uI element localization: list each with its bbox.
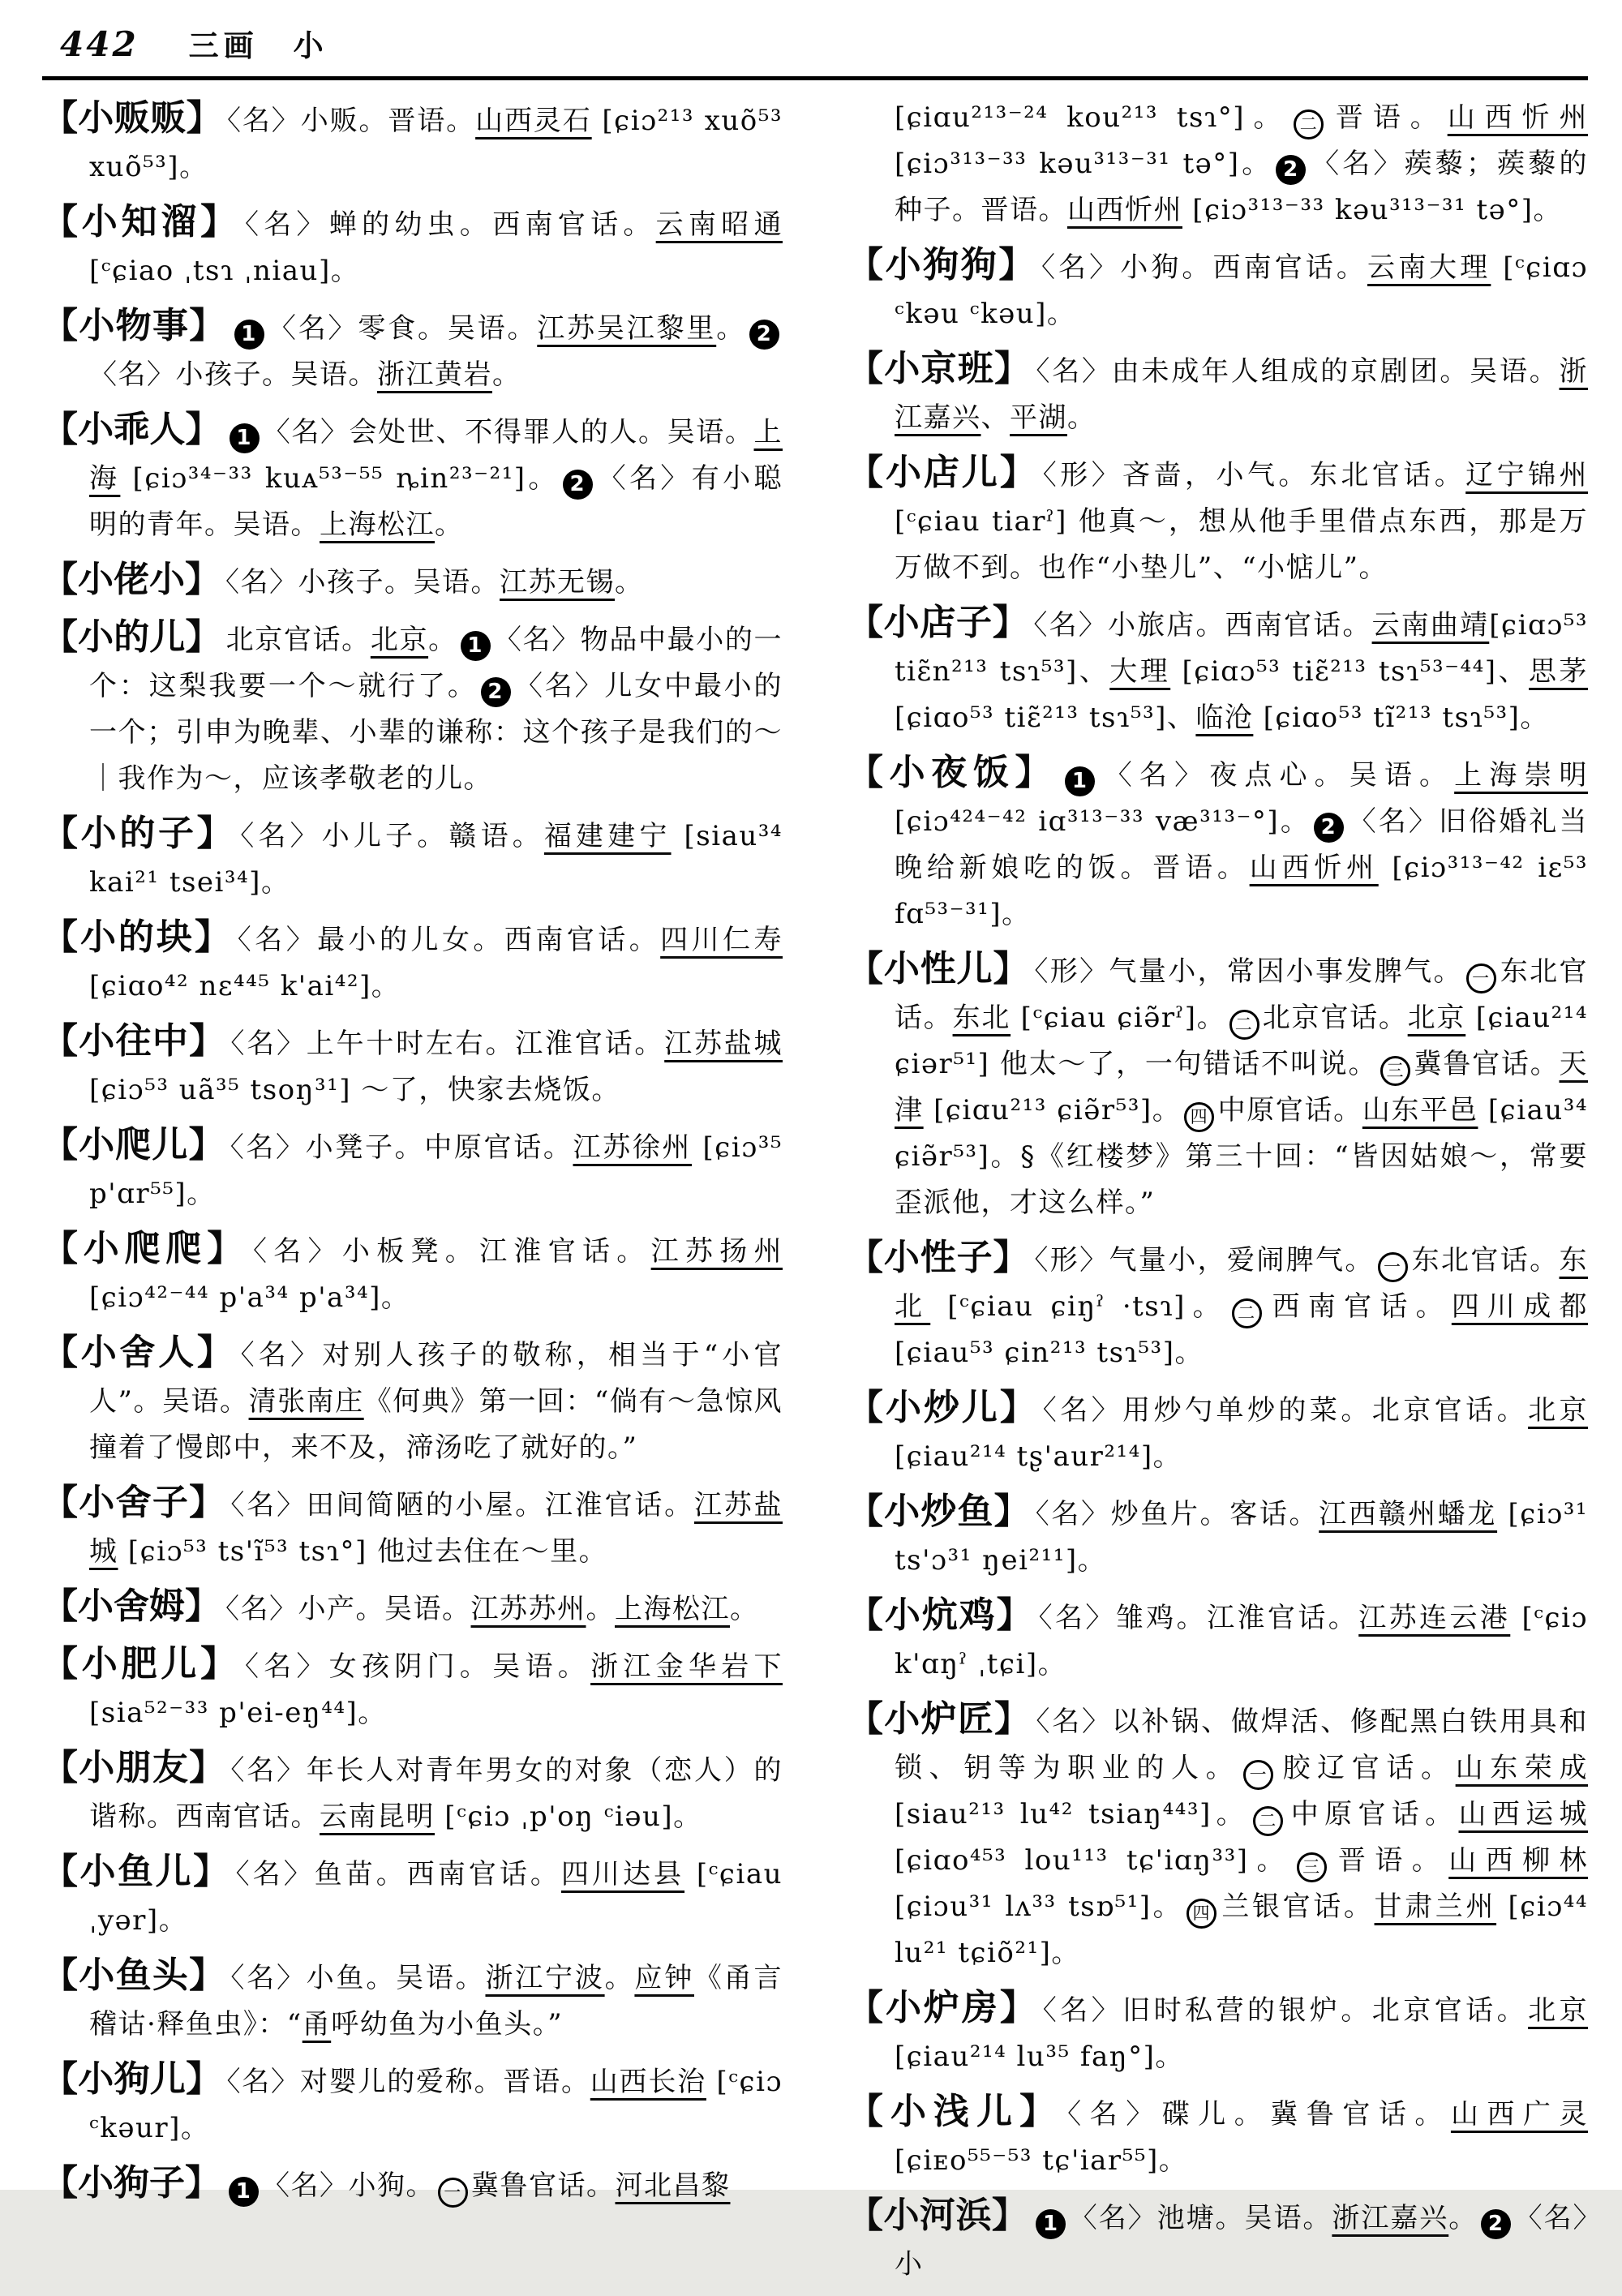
place-name: 甬 <box>302 2008 332 2041</box>
place-name: 应钟 <box>634 1962 694 1994</box>
entry-headword: 【小朋友】 <box>42 1747 226 1788</box>
place-name: 四川达县 <box>560 1858 685 1890</box>
place-name: 河北昌黎 <box>615 2169 731 2202</box>
dictionary-entry: 【小舍人】 〈名〉对别人孩子的敬称，相当于“小官人”。吴语。清张南庄《何典》第一回：“倘有～急惊风撞着了慢郎中，来不及，渧汤吃了就好的。” <box>42 1332 783 1464</box>
region-number-icon: 二 <box>1294 109 1324 139</box>
place-name: 云南大理 <box>1367 251 1491 284</box>
sense-number-icon: 1 <box>229 2177 259 2207</box>
entry-headword: 【小的子】 <box>42 813 236 854</box>
place-name: 辽宁锦州 <box>1465 459 1589 491</box>
entry-headword: 【小夜饭】 <box>847 752 1058 793</box>
place-name: 福建建宁 <box>543 820 672 852</box>
place-name: 甘肃兰州 <box>1374 1890 1497 1923</box>
sense-number-icon: 2 <box>749 320 779 350</box>
dictionary-entry: 【小浅儿】 〈名〉碟儿。冀鲁官话。山西广灵 [ɕiᴇo⁵⁵⁻⁵³ tɕ'iar⁵⁵]。 <box>847 2091 1589 2177</box>
place-name: 江苏扬州 <box>650 1235 783 1268</box>
place-name: 江苏连云港 <box>1358 1602 1511 1634</box>
entry-headword: 【小舍人】 <box>42 1332 236 1373</box>
dictionary-entry: 【小的子】 〈名〉小儿子。赣语。福建建宁 [siau³⁴ kai²¹ tsei³⁴]。 <box>42 813 783 899</box>
place-name: 北京 <box>1528 1994 1589 2027</box>
entry-headword: 【小炒儿】 <box>847 1387 1038 1428</box>
place-name: 山西忻州 <box>1447 101 1588 134</box>
place-name: 上海松江 <box>320 509 435 541</box>
place-name: 山东平邑 <box>1362 1094 1478 1127</box>
place-name: 江苏盐城 <box>89 1489 783 1568</box>
place-name: 山西忻州 <box>1249 852 1379 884</box>
region-number-icon: 二 <box>1229 1010 1259 1040</box>
sense-number-icon: 2 <box>1481 2209 1511 2239</box>
place-name: 浙江黄岩 <box>377 358 492 391</box>
place-name: 北京 <box>370 624 429 656</box>
place-name: 四川仁寿 <box>660 924 783 956</box>
region-number-icon: 一 <box>1378 1252 1408 1282</box>
place-name: 山东荣成 <box>1455 1752 1589 1784</box>
entry-headword: 【小贩贩】 <box>42 97 222 139</box>
dictionary-entry: 【小炕鸡】 〈名〉雏鸡。江淮官话。江苏连云港 [ᶜɕiɔ k'ɑŋˀ ˌtɕi]。 <box>847 1594 1588 1680</box>
dictionary-entry: 【小爬爬】 〈名〉小板凳。江淮官话。江苏扬州 [ɕiɔ⁴²⁻⁴⁴ p'a³⁴ p'a³⁴]。 <box>42 1228 783 1314</box>
place-name: 上海松江 <box>615 1593 730 1625</box>
dictionary-entry: 【小贩贩】 〈名〉小贩。晋语。山西灵石 [ɕiɔ²¹³ xuõ⁵³ xuõ⁵³]。 <box>42 97 783 183</box>
dictionary-entry: 【小的块】 〈名〉最小的儿女。西南官话。四川仁寿 [ɕiɑo⁴² nɛ⁴⁴⁵ k'ai⁴²]。 <box>42 916 783 1002</box>
dictionary-entry: 【小佬小】 〈名〉小孩子。吴语。江苏无锡。 <box>42 559 644 600</box>
entry-headword: 【小浅儿】 <box>847 2091 1063 2132</box>
entry-headword: 【小狗儿】 <box>42 2058 222 2100</box>
place-name: 大理 <box>1109 655 1171 688</box>
column-left <box>42 95 783 2296</box>
place-name: 江苏苏州 <box>470 1593 586 1625</box>
sense-number-icon: 1 <box>234 320 264 350</box>
region-number-icon: 二 <box>1253 1806 1283 1836</box>
dictionary-entry: 【小店子】 〈名〉小旅店。西南官话。云南曲靖[ɕiɑɔ⁵³ tiɛ̃n²¹³ tsɿ⁵³]、大理 [ɕiɑɔ⁵³ tiɛ̃²¹³ tsɿ⁵³⁻⁴⁴]、思茅 [ɕiɑo⁵³ tiɛ̃²¹³ tsɿ⁵³]、临沧 [ɕiɑo⁵³ tĩ²¹³ tsɿ⁵³]。 <box>847 602 1589 734</box>
entry-headword: 【小佬小】 <box>42 559 221 600</box>
entry-headword: 【小店儿】 <box>847 452 1038 493</box>
place-name: 浙江嘉兴 <box>895 355 1589 434</box>
place-name: 东北 <box>952 1002 1011 1034</box>
place-name: 浙江金华岩下 <box>590 1650 783 1683</box>
entry-headword: 【小的儿】 <box>42 616 221 658</box>
dictionary-entry: 【小河浜】 1 〈名〉池塘。吴语。浙江嘉兴。 2 〈名〉小 <box>847 2195 1589 2281</box>
place-name: 江西赣州蟠龙 <box>1319 1498 1498 1530</box>
entry-headword: 【小物事】 <box>42 305 226 346</box>
place-name: 山西长治 <box>590 2066 706 2098</box>
place-name: 思茅 <box>1529 655 1589 688</box>
place-name: 北京 <box>1528 1394 1589 1427</box>
entry-headword: 【小店子】 <box>847 602 1029 643</box>
entry-headword: 【小舍子】 <box>42 1482 226 1523</box>
place-name: 东北 <box>895 1244 1589 1323</box>
header-divider <box>42 76 1588 80</box>
place-name: 上海 <box>89 416 783 495</box>
dictionary-entry: 【小狗儿】 〈名〉对婴儿的爱称。晋语。山西长治 [ᶜɕiɔ ᶜkəur]。 <box>42 2058 783 2144</box>
dictionary-entry: 【小性子】 〈形〉气量小，爱闹脾气。 一 东北官话。东北 [ᶜɕiau ɕiŋˀ ·tsɿ]。 二 西南官话。四川成都 [ɕiau⁵³ ɕin²¹³ tsɿ⁵³]。 <box>847 1237 1589 1369</box>
dictionary-entry: 【小夜饭】 1 〈名〉夜点心。吴语。上海崇明 [ɕiɔ⁴²⁴⁻⁴² iɑ³¹³⁻³³ væ³¹³⁻°]。 2 〈名〉旧俗婚礼当晚给新娘吃的饭。晋语。山西忻州 [ɕiɔ³¹³⁻⁴² iɛ⁵³ fɑ⁵³⁻³¹]。 <box>847 752 1589 930</box>
entry-headword: 【小性儿】 <box>847 948 1030 989</box>
dictionary-entry: 【小鱼头】 〈名〉小鱼。吴语。浙江宁波。应钟《甬言稽诂·释鱼虫》：“甬呼幼鱼为小鱼头。” <box>42 1955 783 2041</box>
entry-headword: 【小知溜】 <box>42 201 240 242</box>
dictionary-entry: 【小舍姆】 〈名〉小产。吴语。江苏苏州。上海松江。 <box>42 1586 759 1627</box>
dictionary-entry: 【小的儿】 北京官话。北京。 1 〈名〉物品中最小的一个：这梨我要一个～就行了。 2 〈名〉儿女中最小的一个；引申为晚辈、小辈的谦称：这个孩子是我们的～｜我作为～，应该孝敬老的儿。 <box>42 616 783 795</box>
place-name: 上海崇明 <box>1454 759 1589 792</box>
entry-headword: 【小乖人】 <box>42 409 221 450</box>
place-name: 山西忻州 <box>1067 194 1182 226</box>
dictionary-entry: 【小往中】 〈名〉上午十时左右。江淮官话。江苏盐城 [ɕiɔ⁵³ uã³⁵ tsoŋ³¹] ～了，快家去烧饭。 <box>42 1020 783 1106</box>
entry-headword: 【小京班】 <box>847 348 1032 389</box>
dictionary-entry: 【小店儿】 〈形〉吝啬，小气。东北官话。辽宁锦州 [ᶜɕiau tiarˀ] 他真～，想从他手里借点东西，那是万万做不到。也作“小垫儿”、“小惦儿”。 <box>847 452 1589 584</box>
dictionary-entry: 【小乖人】 1 〈名〉会处世、不得罪人的人。吴语。上海 [ɕiɔ³⁴⁻³³ kuᴀ⁵³⁻⁵⁵ ȵin²³⁻²¹]。 2 〈名〉有小聪明的青年。吴语。上海松江。 <box>42 409 783 541</box>
entry-headword: 【小爬爬】 <box>42 1228 248 1269</box>
entry-headword: 【小往中】 <box>42 1020 226 1062</box>
region-number-icon: 一 <box>438 2178 468 2208</box>
page-header <box>42 13 1588 73</box>
place-name: 山西柳林 <box>1448 1844 1589 1877</box>
sense-number-icon: 2 <box>1276 155 1306 185</box>
dictionary-entry: 【小炉匠】 〈名〉以补锅、做焊活、修配黑白铁用具和锁、钥等为职业的人。 一 胶辽官话。山东荣成 [siau²¹³ lu⁴² tsiaŋ⁴⁴³]。 二 中原官话。山西运城 [ɕiɑo⁴⁵³ lou¹¹³ tɕ'iɑŋ³³]。 三 晋语。山西柳林 [ɕiɔu³¹ lʌ³³ tsɒ⁵¹]。 四 兰银官话。甘肃兰州 [ɕiɔ⁴⁴ lu²¹ tɕiõ²¹]。 <box>847 1698 1589 1969</box>
dictionary-entry: 【小舍子】 〈名〉田间简陋的小屋。江淮官话。江苏盐城 [ɕiɔ⁵³ ts'ĩ⁵³ tsɿ°] 他过去住在～里。 <box>42 1482 783 1568</box>
region-number-icon: 一 <box>1466 963 1496 994</box>
entry-headword: 【小舍姆】 <box>42 1586 221 1627</box>
region-number-icon: 三 <box>1297 1852 1327 1882</box>
entry-headword: 【小鱼儿】 <box>42 1851 231 1892</box>
place-name: 江苏徐州 <box>573 1131 693 1164</box>
entry-headword: 【小炉匠】 <box>847 1698 1032 1740</box>
place-name: 云南昆明 <box>320 1800 435 1833</box>
place-name: 浙江宁波 <box>485 1962 605 1994</box>
region-number-icon: 四 <box>1186 1899 1216 1929</box>
entry-headword: 【小肥儿】 <box>42 1643 240 1684</box>
dictionary-entry: 【小物事】 1 〈名〉零食。吴语。江苏吴江黎里。 2〈名〉小孩子。吴语。浙江黄岩。 <box>42 303 783 398</box>
entry-headword: 【小河浜】 <box>847 2195 1028 2236</box>
dictionary-entry: 【小肥儿】 〈名〉女孩阴门。吴语。浙江金华岩下 [sia⁵²⁻³³ p'ei-eŋ⁴⁴]。 <box>42 1643 783 1729</box>
place-name: 清张南庄 <box>248 1385 364 1418</box>
entry-headword: 【小的块】 <box>42 916 233 958</box>
dictionary-entry: 【小知溜】 〈名〉蝉的幼虫。西南官话。云南昭通 [ᶜɕiao ˌtsɿ ˌniau]。 <box>42 201 783 287</box>
place-name: 山西灵石 <box>475 105 592 137</box>
section-title: 三画 小 <box>188 28 328 63</box>
place-name: 云南昭通 <box>655 208 783 241</box>
place-name: 云南曲靖 <box>1371 609 1490 642</box>
dictionary-entry: 【小炒鱼】 〈名〉炒鱼片。客话。江西赣州蟠龙 [ɕiɔ³¹ ts'ɔ³¹ ŋei²¹¹]。 <box>847 1491 1589 1577</box>
place-name: 山西广灵 <box>1450 2098 1589 2131</box>
dictionary-entry: 【小京班】 〈名〉由未成年人组成的京剧团。吴语。浙江嘉兴、平湖。 <box>847 348 1589 434</box>
place-name: 江苏盐城 <box>664 1028 783 1060</box>
place-name: 浙江嘉兴 <box>1332 2202 1449 2234</box>
entry-headword: 【小爬儿】 <box>42 1124 225 1165</box>
place-name: 江苏无锡 <box>500 566 615 599</box>
dictionary-entry: 【小鱼儿】 〈名〉鱼苗。西南官话。四川达县 [ᶜɕiau ˌyər]。 <box>42 1851 783 1937</box>
place-name: 江苏吴江黎里 <box>537 312 717 345</box>
page-number: 442 <box>60 24 139 64</box>
entry-headword: 【小炒鱼】 <box>847 1491 1031 1532</box>
place-name: 北京 <box>1407 1002 1466 1034</box>
sense-number-icon: 1 <box>1036 2209 1066 2239</box>
region-number-icon: 四 <box>1184 1102 1214 1132</box>
dictionary-entry: 【小朋友】 〈名〉年长人对青年男女的对象（恋人）的谐称。西南官话。云南昆明 [ᶜɕiɔ ˌp'oŋ ᶜiəu]。 <box>42 1747 783 1833</box>
place-name: 四川成都 <box>1451 1290 1589 1323</box>
region-number-icon: 二 <box>1232 1298 1262 1328</box>
entry-headword: 【小炕鸡】 <box>847 1594 1034 1636</box>
region-number-icon: 一 <box>1243 1760 1273 1790</box>
column-right <box>847 95 1588 2296</box>
dictionary-entry: 【小炉房】 〈名〉旧时私营的银炉。北京官话。北京 [ɕiau²¹⁴ lu³⁵ faŋ°]。 <box>847 1987 1589 2073</box>
entry-headword: 【小狗狗】 <box>847 244 1036 285</box>
entry-headword: 【小鱼头】 <box>42 1955 226 1996</box>
dictionary-entry: 【小性儿】 〈形〉气量小，常因小事发脾气。 一 东北官话。东北 [ᶜɕiau ɕiə̃rˀ]。 二 北京官话。北京 [ɕiau²¹⁴ ɕiər⁵¹] 他太～了，一句错话不叫说。 三 冀鲁官话。天津 [ɕiɑu²¹³ ɕiə̃r⁵³]。 四 中原官话。山东平邑 [ɕiau³⁴ ɕiə̃r⁵³]。§《红楼梦》第三十回：“皆因姑娘～，常要歪派他，才这么样。” <box>847 948 1589 1219</box>
sense-number-icon: 1 <box>461 631 491 661</box>
entry-headword: 【小狗子】 <box>42 2162 221 2204</box>
place-name: 平湖 <box>1010 401 1067 434</box>
sense-number-icon: 2 <box>563 470 593 500</box>
entry-headword: 【小炉房】 <box>847 1987 1038 2028</box>
place-name: 山西运城 <box>1458 1798 1588 1830</box>
entry-continuation: [ɕiɑu²¹³⁻²⁴ kou²¹³ tsɿ°]。 二 晋语。山西忻州 [ɕiɔ³¹³⁻³³ kəu³¹³⁻³¹ tə°]。 2 〈名〉蒺藜；蒺藜的种子。晋语。山西忻州 [ɕiɔ³¹³⁻³³ kəu³¹³⁻³¹ tə°]。 <box>895 101 1588 226</box>
dictionary-entry: 【小狗狗】 〈名〉小狗。西南官话。云南大理 [ᶜɕiɑɔ ᶜkəu ᶜkəu]。 <box>847 244 1589 330</box>
place-name: 临沧 <box>1195 702 1254 734</box>
dictionary-entry: 【小炒儿】 〈名〉用炒勺单炒的菜。北京官话。北京 [ɕiau²¹⁴ tʂ'aur²¹⁴]。 <box>847 1387 1589 1473</box>
place-name: 天津 <box>895 1048 1588 1127</box>
dictionary-entry: 【小爬儿】 〈名〉小凳子。中原官话。江苏徐州 [ɕiɔ³⁵ p'ɑr⁵⁵]。 <box>42 1124 783 1210</box>
sense-number-icon: 2 <box>481 677 511 707</box>
sense-number-icon: 2 <box>1314 813 1344 843</box>
entry-headword: 【小性子】 <box>847 1237 1030 1278</box>
dictionary-entry: 【小狗子】 1 〈名〉小狗。 一 冀鲁官话。河北昌黎 <box>42 2160 783 2209</box>
sense-number-icon: 1 <box>230 423 260 453</box>
two-column-body <box>42 95 1588 2296</box>
region-number-icon: 三 <box>1380 1056 1410 1086</box>
sense-number-icon: 1 <box>1065 766 1095 796</box>
